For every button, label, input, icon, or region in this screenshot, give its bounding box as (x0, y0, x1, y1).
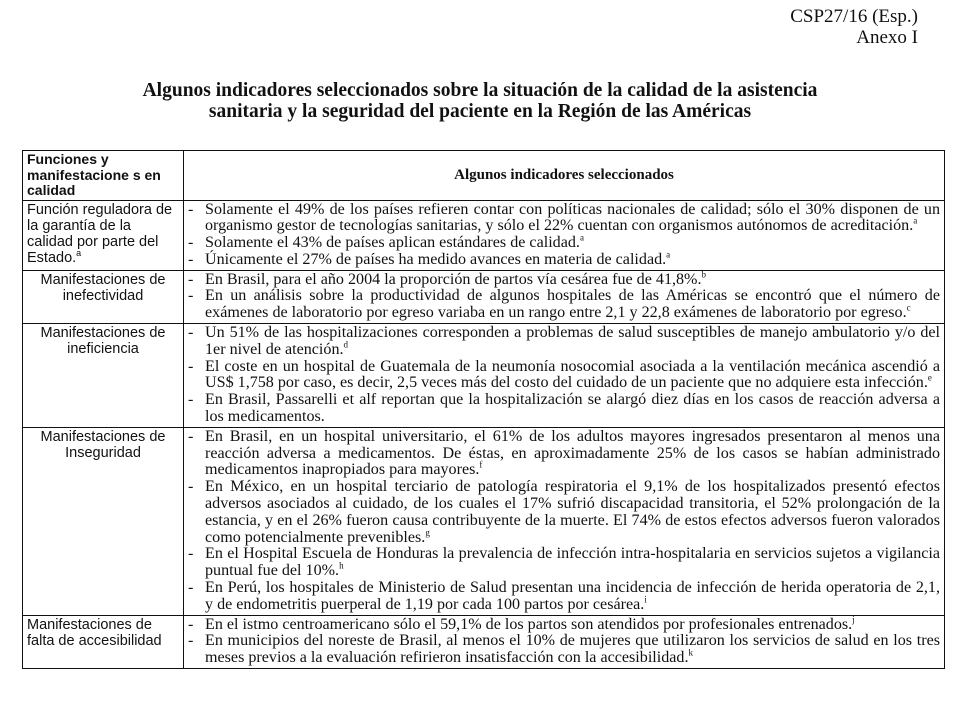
table-row (23, 270, 945, 323)
footnote-ref: a (666, 249, 671, 260)
row-category-label: Manifestaciones de ineficiencia (40, 325, 166, 358)
indicator-text: Solamente el 43% de países aplican estándares de calidad. (205, 234, 580, 252)
footnote-ref: i (644, 594, 647, 605)
header-indicators: Algunos indicadores seleccionados (184, 151, 945, 201)
footnote-ref: d (343, 339, 349, 350)
indicator-text: En Brasil, Passarelli et alf reportan que la hospitalización se alargó diez días en los casos de reacción adversa a los medicamentos. (205, 391, 940, 426)
row-indicators (184, 200, 945, 270)
footnote-ref: b (701, 269, 706, 280)
row-category (23, 427, 184, 615)
indicator-text: En Perú, los hospitales de Ministerio de Salud presentan una incidencia de infección de herida operatoria de 2,1, y de endometritis puerperal de 1,19 por cada 100 partos por cesárea. (205, 579, 940, 613)
document-code: CSP27/16 (Esp.) (790, 6, 918, 27)
list-item (188, 479, 940, 546)
table-header-row (23, 151, 945, 201)
list-item (188, 325, 940, 359)
footnote-ref: c (906, 302, 911, 313)
indicator-list (188, 429, 940, 614)
indicator-text: Únicamente el 27% de países ha medido avances en materia de calidad. (205, 250, 667, 268)
footnote-ref: e (927, 373, 932, 384)
table-row (23, 200, 945, 270)
footnote-ref: a (76, 247, 82, 258)
indicators-table (22, 150, 945, 669)
header-functions: Funciones y manifestacione s en calidad (23, 151, 184, 201)
row-category (23, 324, 184, 428)
row-indicators (184, 270, 945, 323)
list-item (188, 202, 940, 236)
list-item (188, 269, 940, 289)
footnote-ref: h (339, 560, 344, 571)
document-reference (790, 6, 918, 48)
indicator-text: El coste en un hospital de Guatemala de la neumonía nosocomial asociada a la ventilación mecánica ascendió a US$ 1,758 por caso, es decir, 2,5 veces más del costo del cuidado de un paciente que no adquiere esta infección. (205, 357, 940, 392)
footnote-ref: a (579, 232, 584, 243)
page-title (30, 80, 930, 122)
row-indicators (184, 427, 945, 615)
list-item (188, 546, 940, 580)
footnote-ref: k (688, 647, 694, 658)
footnote-ref: g (425, 527, 430, 538)
table-body (23, 200, 945, 669)
indicator-text: En Brasil, en un hospital universitario, el 61% de los adultos mayores ingresados presentaron al menos una reacción adversa a medicamentos. De éstas, en aproximadamente 25% de los casos se habían administrado medicamentos inapropiados para mayores. (205, 427, 940, 479)
list-item (188, 288, 940, 322)
footnote-ref: a (913, 215, 918, 226)
indicator-text: En el Hospital Escuela de Honduras la prevalencia de infección intra-hospitalaria en servicios sujetos a vigilancia puntual fue del 10%. (205, 545, 940, 580)
table-row (23, 615, 945, 668)
indicator-text: Un 51% de las hospitalizaciones corresponden a problemas de salud susceptibles de manejo ambulatorio y/o del 1er nivel de atención. (205, 324, 940, 358)
list-item (188, 232, 940, 252)
row-category-label: Manifestaciones de falta de accesibilidad (27, 616, 162, 649)
list-item (188, 249, 940, 269)
list-item (188, 614, 940, 634)
row-category (23, 200, 184, 270)
list-item (188, 633, 940, 667)
row-category (23, 615, 184, 668)
indicator-text: En Brasil, para el año 2004 la proporción de partos vía cesárea fue de 41,8%. (205, 270, 702, 288)
indicator-text: En municipios del noreste de Brasil, al menos el 10% de mujeres que utilizaron los servicios de salud en los tres meses previos a la evaluación refirieron insatisfacción con la accesibilidad. (205, 632, 940, 667)
row-category-label: Manifestaciones de Inseguridad (40, 428, 166, 461)
indicator-list (188, 614, 940, 667)
title-line-1: Algunos indicadores seleccionados sobre la situación de la calidad de la asistencia (142, 80, 818, 101)
indicator-list (188, 325, 940, 426)
list-item (188, 359, 940, 393)
row-indicators (184, 324, 945, 428)
footnote-ref: f (479, 460, 483, 471)
indicator-text: En el istmo centroamericano sólo el 59,1% de los partos son atendidos por profesionales entrenados. (205, 615, 853, 633)
indicator-text: En un análisis sobre la productividad de algunos hospitales de las Américas se encontró que el número de exámenes de laboratorio por egreso variaba en un rango entre 2,1 y 22,8 exámenes de laboratorio por egreso. (205, 287, 940, 322)
table-row (23, 324, 945, 428)
row-category-label: Función reguladora de la garantía de la calidad por parte del Estado. (27, 201, 173, 266)
row-indicators (184, 615, 945, 668)
indicator-list (188, 202, 940, 269)
row-category (23, 270, 184, 323)
annex-label: Anexo I (856, 27, 918, 48)
indicator-list (188, 269, 940, 322)
title-line-2: sanitaria y la seguridad del paciente en la Región de las Américas (208, 101, 752, 122)
footnote-ref: j (852, 614, 855, 625)
list-item (188, 392, 940, 426)
indicator-text: Solamente el 49% de los países refieren contar con políticas nacionales de calidad; sólo el 30% disponen de un organismo gestor de tecnologías sanitarias, y sólo el 22% cuentan con organismos autónomos de acreditación. (205, 200, 940, 235)
list-item (188, 429, 940, 479)
indicator-text: En México, en un hospital terciario de patología respiratoria el 9,1% de los hospitalizados presentó efectos adversos asociados al cuidado, de los cuales el 17% sufrió discapacidad transitoria, el 52% prolongación de la estancia, y en el 26% fueron causa contribuyente de la muerte. El 74% de estos efectos adversos fueron valorados como potencialmente prevenibles. (205, 478, 940, 546)
row-category-label: Manifestaciones de inefectividad (40, 271, 166, 304)
table-row (23, 427, 945, 615)
list-item (188, 580, 940, 614)
